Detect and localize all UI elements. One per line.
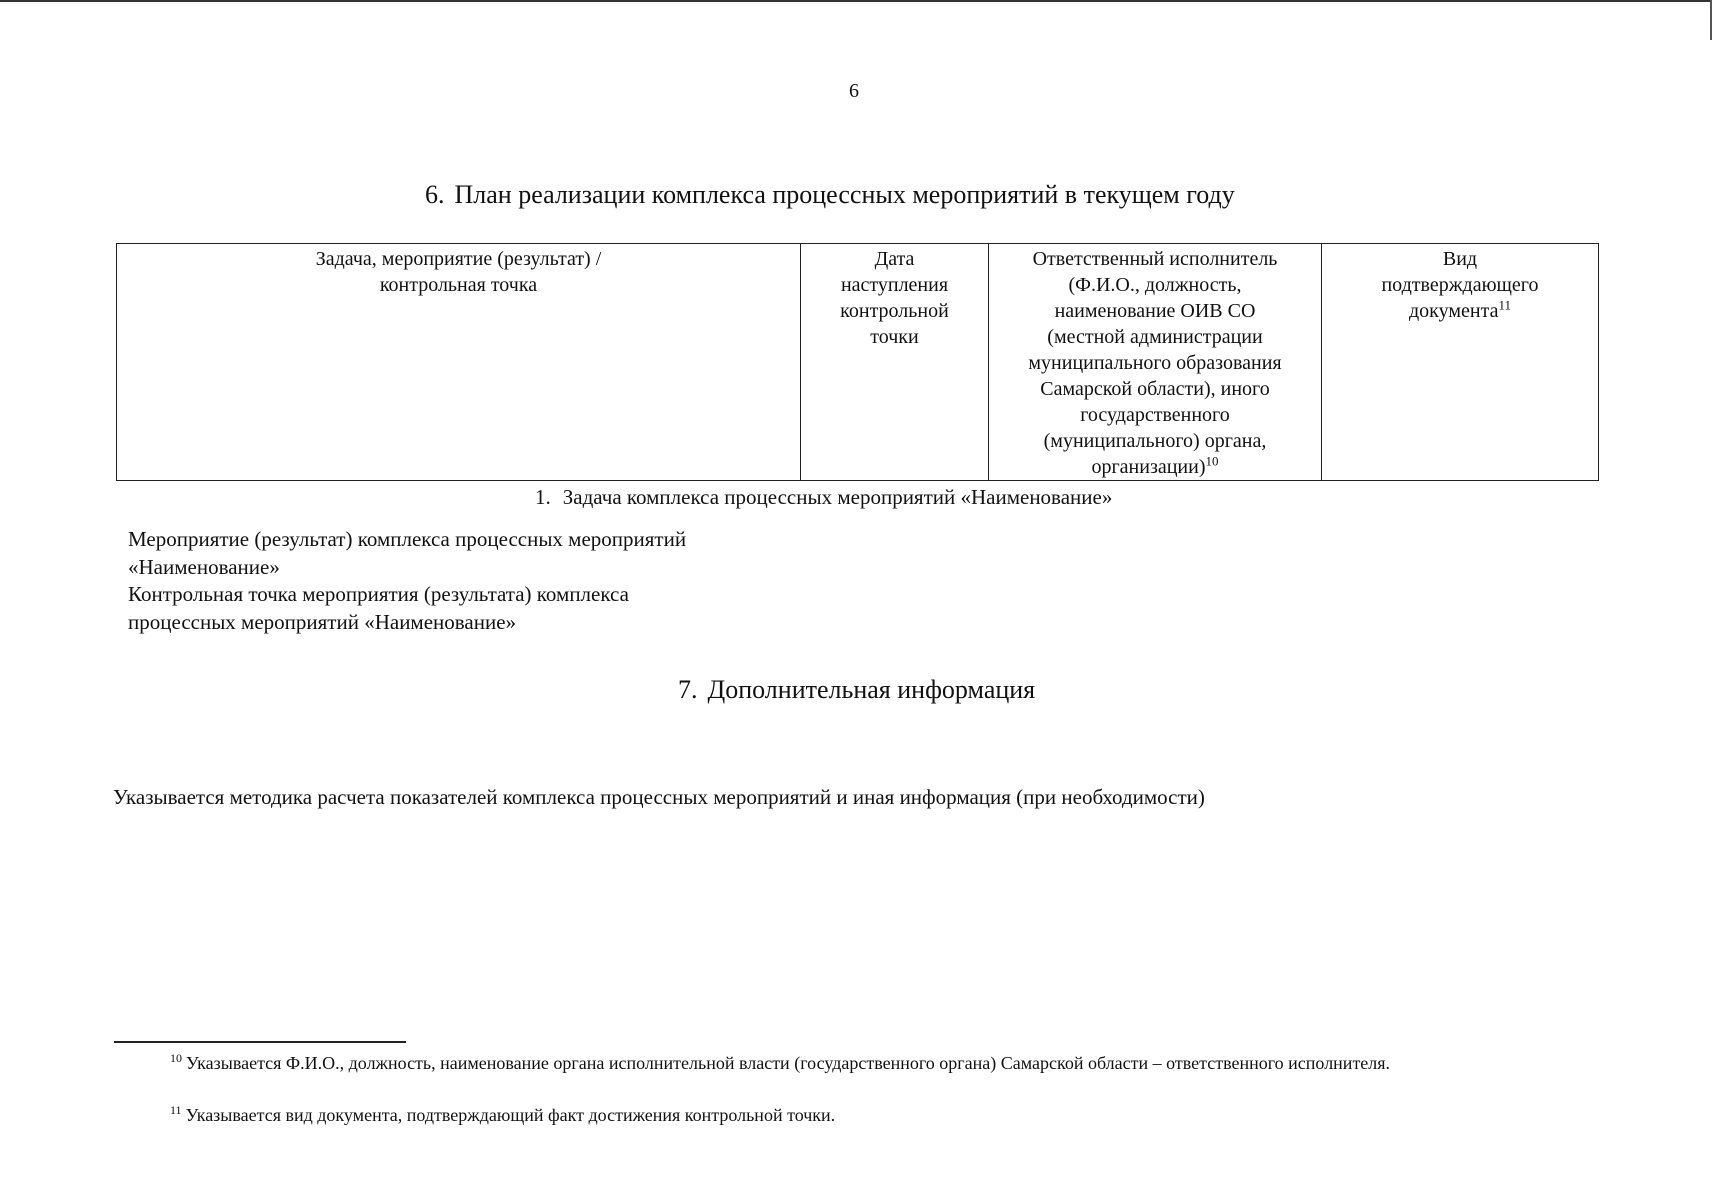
footnote-11-text: Указывается вид документа, подтверждающий факт достижения контрольной точки. (185, 1105, 836, 1125)
footnote-11 (114, 1102, 1600, 1128)
footnote-10-text: Указывается Ф.И.О., должность, наименование органа исполнительной власти (государственного органа) Самарской области – ответственного исполнителя. (186, 1053, 1391, 1073)
header-document-type-text: Вид подтверждающего документа (1381, 248, 1539, 322)
footnote-10-mark: 10 (170, 1051, 182, 1065)
footnote-11-mark: 11 (170, 1103, 182, 1117)
header-responsible (989, 244, 1322, 481)
header-document-type (1322, 244, 1599, 481)
section-6-heading (425, 180, 1235, 210)
header-date-text: Дата наступления контрольной точки (840, 248, 949, 348)
section-7-number: 7. (678, 675, 698, 704)
footnote-10 (114, 1050, 1600, 1076)
section-7-heading (678, 675, 1035, 705)
header-task-text: Задача, мероприятие (результат) / контрольная точка (315, 248, 602, 296)
plan-table (116, 243, 1599, 481)
header-date (801, 244, 989, 481)
top-border-line (0, 0, 1712, 2)
footnote-ref-11: 11 (1498, 297, 1511, 313)
task-number: 1. (535, 485, 551, 509)
header-task (117, 244, 801, 481)
page-number: 6 (849, 80, 859, 102)
section-6-number: 6. (425, 180, 445, 209)
plan-table-header-row (117, 244, 1599, 481)
task-heading (535, 485, 1112, 510)
checkpoint-text: Контрольная точка мероприятия (результата) комплекса процессных мероприятий «Наименование» (128, 582, 629, 634)
footnote-separator (114, 1041, 406, 1043)
event-text: Мероприятие (результат) комплекса процессных мероприятий «Наименование» (128, 527, 687, 579)
section-6-title: План реализации комплекса процессных мероприятий в текущем году (454, 180, 1235, 209)
section-7-title: Дополнительная информация (707, 675, 1036, 704)
additional-info-text: Указывается методика расчета показателей комплекса процессных мероприятий и иная информация (при необходимости) (113, 785, 1205, 809)
footnote-ref-10: 10 (1205, 453, 1219, 469)
task-text: Задача комплекса процессных мероприятий «Наименование» (562, 485, 1113, 509)
header-responsible-text: Ответственный исполнитель (Ф.И.О., должность, наименование ОИВ СО (местной администрации муниципального образования Самарской области), иного государственного (муниципального) органа, организации) (1028, 248, 1282, 478)
